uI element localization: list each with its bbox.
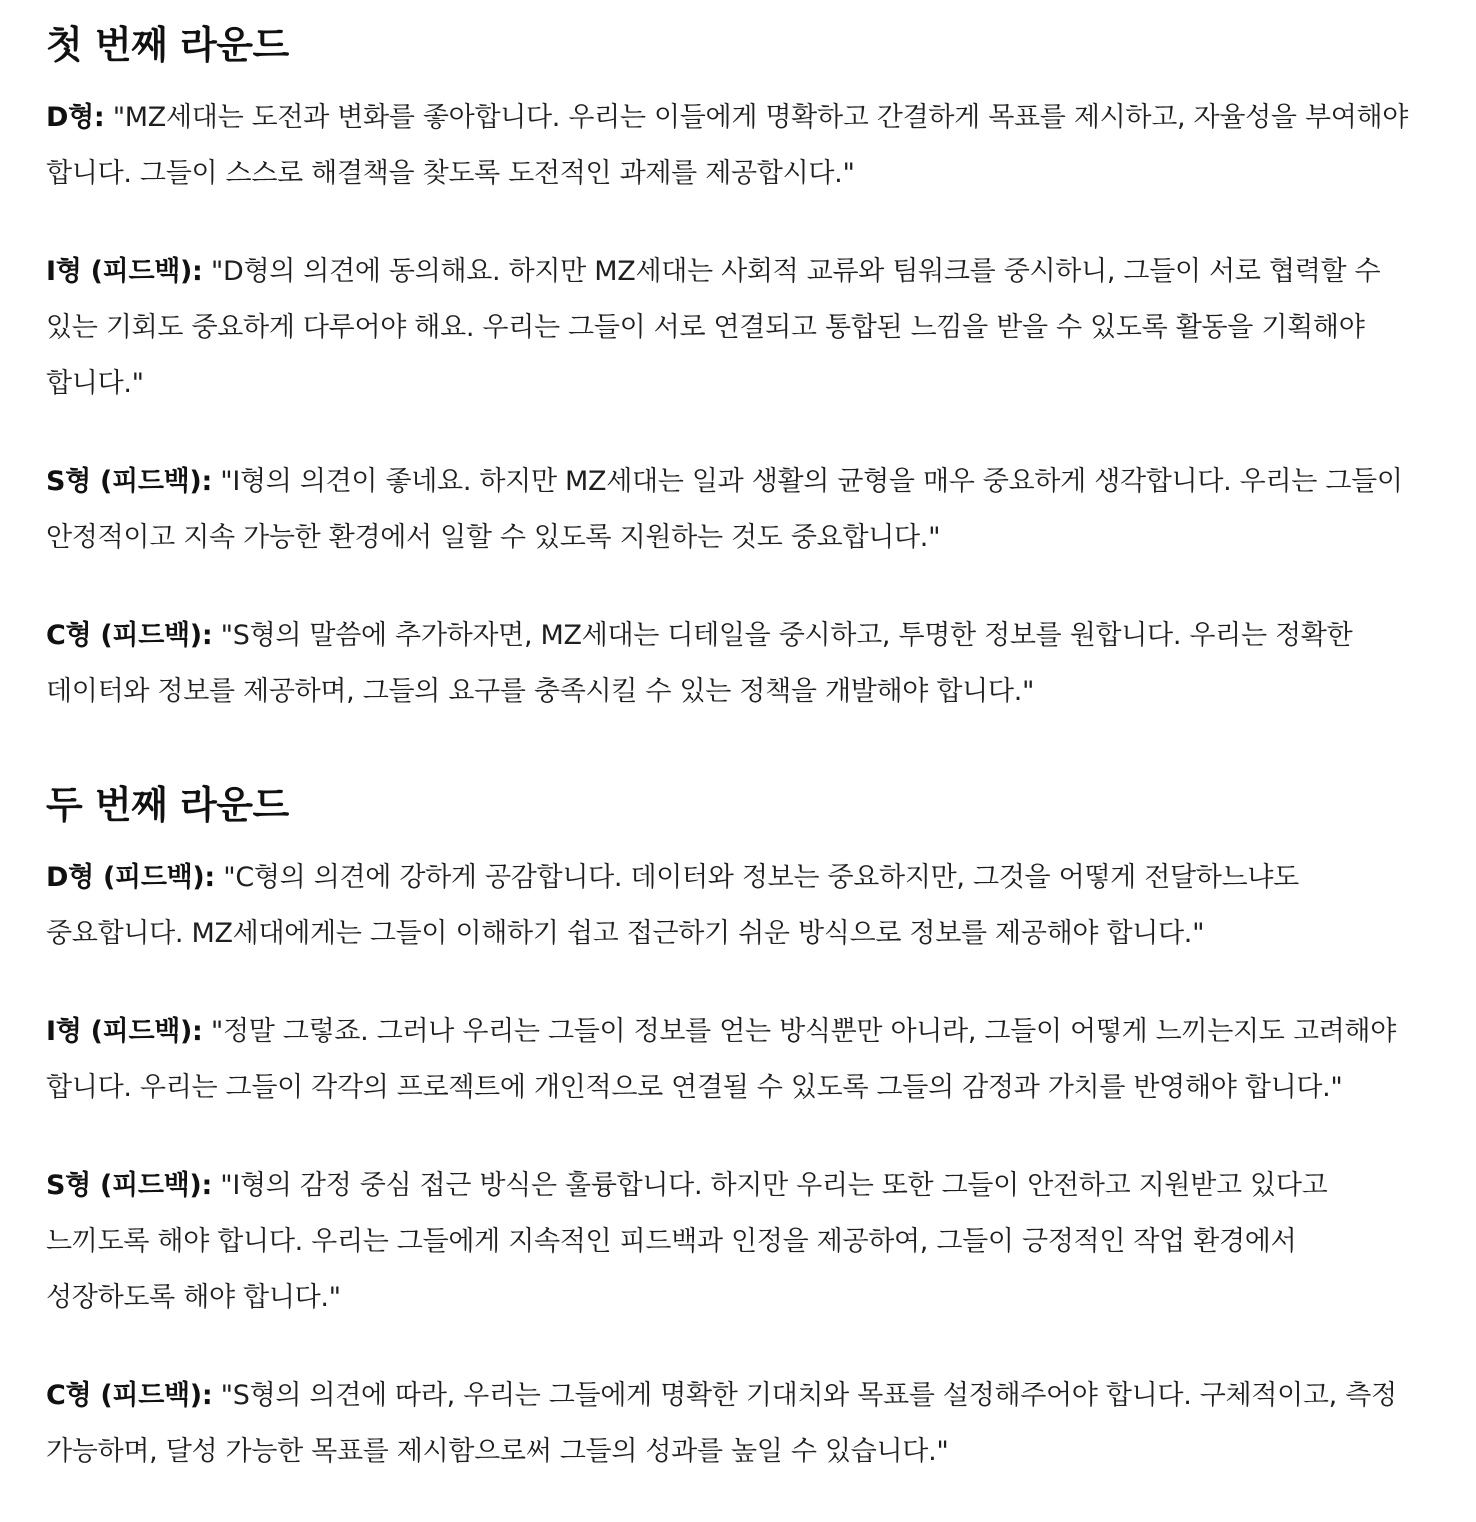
speaker-label: D형:: [46, 102, 105, 133]
speech-text: "S형의 의견에 따라, 우리는 그들에게 명확한 기대치와 목표를 설정해주어야 합니다. 구체적이고, 측정 가능하며, 달성 가능한 목표를 제시함으로써 그들의 성과를 높일 수 있습니다.": [46, 1380, 1397, 1467]
speech-paragraph: [46, 850, 1430, 962]
round-section-1: [46, 0, 1430, 720]
speaker-label: I형 (피드백):: [46, 256, 203, 287]
speech-text: "MZ세대는 도전과 변화를 좋아합니다. 우리는 이들에게 명확하고 간결하게 목표를 제시하고, 자율성을 부여해야 합니다. 그들이 스스로 해결책을 찾도록 도전적인 과제를 제공합시다.": [46, 102, 1409, 189]
speaker-label: D형 (피드백):: [46, 862, 215, 893]
round-title: 두 번째 라운드: [46, 783, 289, 827]
speaker-label: S형 (피드백):: [46, 1170, 212, 1201]
speech-text: "정말 그렇죠. 그러나 우리는 그들이 정보를 얻는 방식뿐만 아니라, 그들이 어떻게 느끼는지도 고려해야 합니다. 우리는 그들이 각각의 프로젝트에 개인적으로 연결될 수 있도록 그들의 감정과 가치를 반영해야 합니다.": [46, 1016, 1396, 1103]
speaker-label: C형 (피드백):: [46, 1380, 213, 1411]
speech-paragraph: [46, 1004, 1430, 1116]
speech-paragraph: [46, 454, 1430, 566]
round-section-2: [46, 762, 1430, 1480]
speech-text: "I형의 감정 중심 접근 방식은 훌륭합니다. 하지만 우리는 또한 그들이 안전하고 지원받고 있다고 느끼도록 해야 합니다. 우리는 그들에게 지속적인 피드백과 인정을 제공하여, 그들이 긍정적인 작업 환경에서 성장하도록 해야 합니다.": [46, 1170, 1328, 1313]
speech-paragraph: [46, 608, 1430, 720]
speech-paragraph: [46, 1368, 1430, 1480]
speaker-label: C형 (피드백):: [46, 620, 213, 651]
speech-text: "D형의 의견에 동의해요. 하지만 MZ세대는 사회적 교류와 팀워크를 중시하니, 그들이 서로 협력할 수 있는 기회도 중요하게 다루어야 해요. 우리는 그들이 서로 연결되고 통합된 느낌을 받을 수 있도록 활동을 기획해야 합니다.": [46, 256, 1381, 399]
round-title: 첫 번째 라운드: [46, 23, 289, 67]
speech-paragraph: [46, 1158, 1430, 1326]
speech-text: "I형의 의견이 좋네요. 하지만 MZ세대는 일과 생활의 균형을 매우 중요하게 생각합니다. 우리는 그들이 안정적이고 지속 가능한 환경에서 일할 수 있도록 지원하는 것도 중요합니다.": [46, 466, 1403, 553]
speech-paragraph: [46, 244, 1430, 412]
speech-paragraph: [46, 90, 1430, 202]
speech-text: "C형의 의견에 강하게 공감합니다. 데이터와 정보는 중요하지만, 그것을 어떻게 전달하느냐도 중요합니다. MZ세대에게는 그들이 이해하기 쉽고 접근하기 쉬운 방식으로 정보를 제공해야 합니다.": [46, 862, 1299, 949]
speech-text: "S형의 말씀에 추가하자면, MZ세대는 디테일을 중시하고, 투명한 정보를 원합니다. 우리는 정확한 데이터와 정보를 제공하며, 그들의 요구를 충족시킬 수 있는 정책을 개발해야 합니다.": [46, 620, 1353, 707]
speaker-label: I형 (피드백):: [46, 1016, 203, 1047]
speaker-label: S형 (피드백):: [46, 466, 212, 497]
